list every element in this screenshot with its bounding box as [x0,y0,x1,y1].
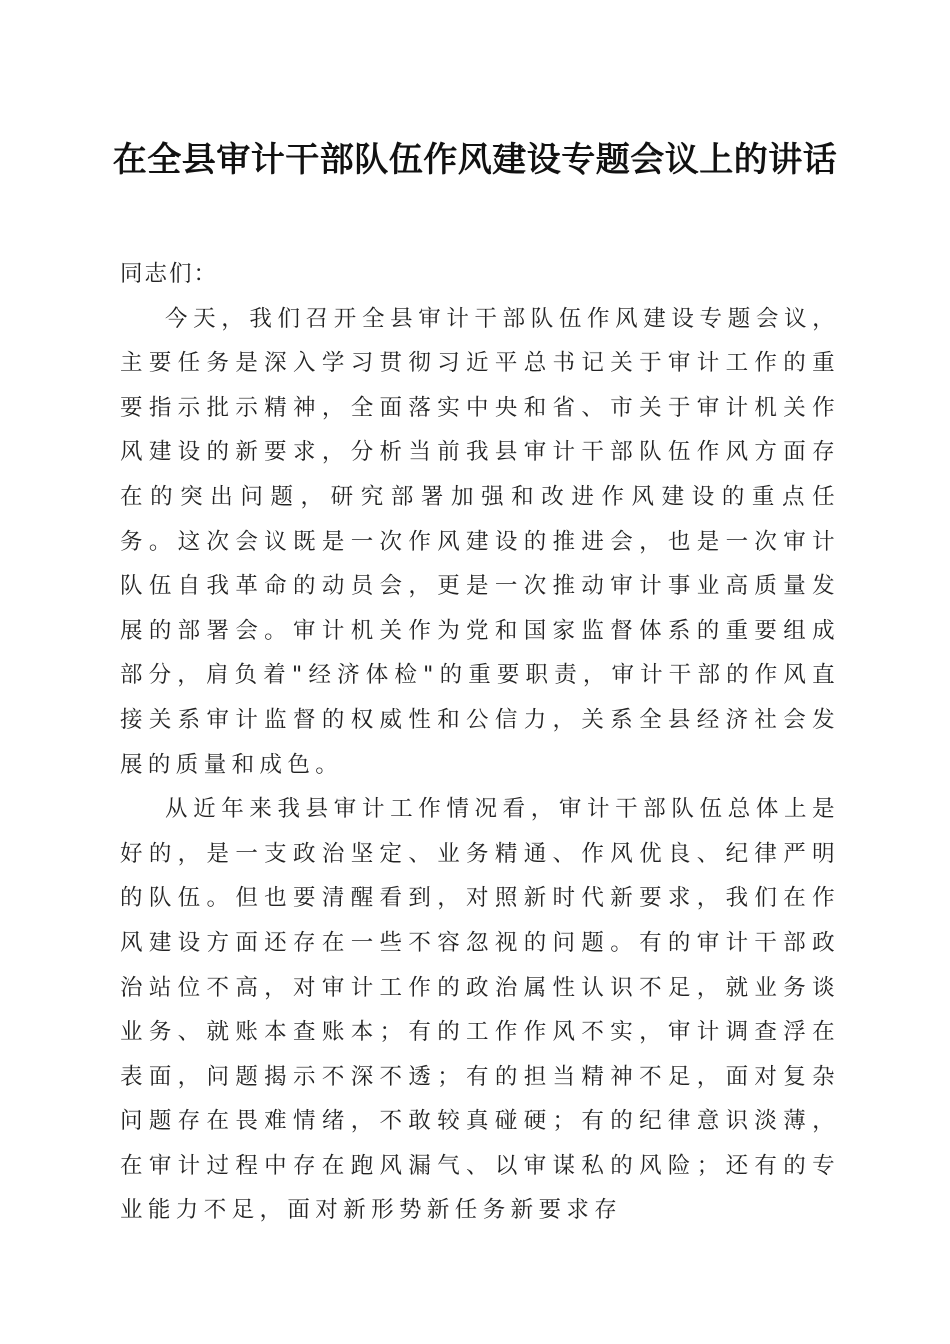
document-body [120,252,840,1233]
salutation: 同志们： [120,261,219,287]
document-title: 在全县审计干部队伍作风建设专题会议上的讲话 [112,140,838,180]
paragraph-1: 今天，我们召开全县审计干部队伍作风建设专题会议，主要任务是深入学习贯彻习近平总书记关于审计工作的重要指示批示精神，全面落实中央和省、市关于审计机关作风建设的新要求，分析当前我县审计干部队伍作风方面存在的突出问题，研究部署加强和改进作风建设的重点任务。这次会议既是一次作风建设的推进会，也是一次审计队伍自我革命的动员会，更是一次推动审计事业高质量发展的部署会。审计机关作为党和国家监督体系的重要组成部分，肩负着"经济体检"的重要职责，审计干部的作风直接关系审计监督的权威性和公信力，关系全县经济社会发展的质量和成色。 [120,305,840,778]
paragraph-2: 从近年来我县审计工作情况看，审计干部队伍总体上是好的，是一支政治坚定、业务精通、作风优良、纪律严明的队伍。但也要清醒看到，对照新时代新要求，我们在作风建设方面还存在一些不容忽视的问题。有的审计干部政治站位不高，对审计工作的政治属性认识不足，就业务谈业务、就账本查账本；有的工作作风不实，审计调查浮在表面，问题揭示不深不透；有的担当精神不足，面对复杂问题存在畏难情绪，不敢较真碰硬；有的纪律意识淡薄，在审计过程中存在跑风漏气、以审谋私的风险；还有的专业能力不足，面对新形势新任务新要求存 [120,796,840,1224]
